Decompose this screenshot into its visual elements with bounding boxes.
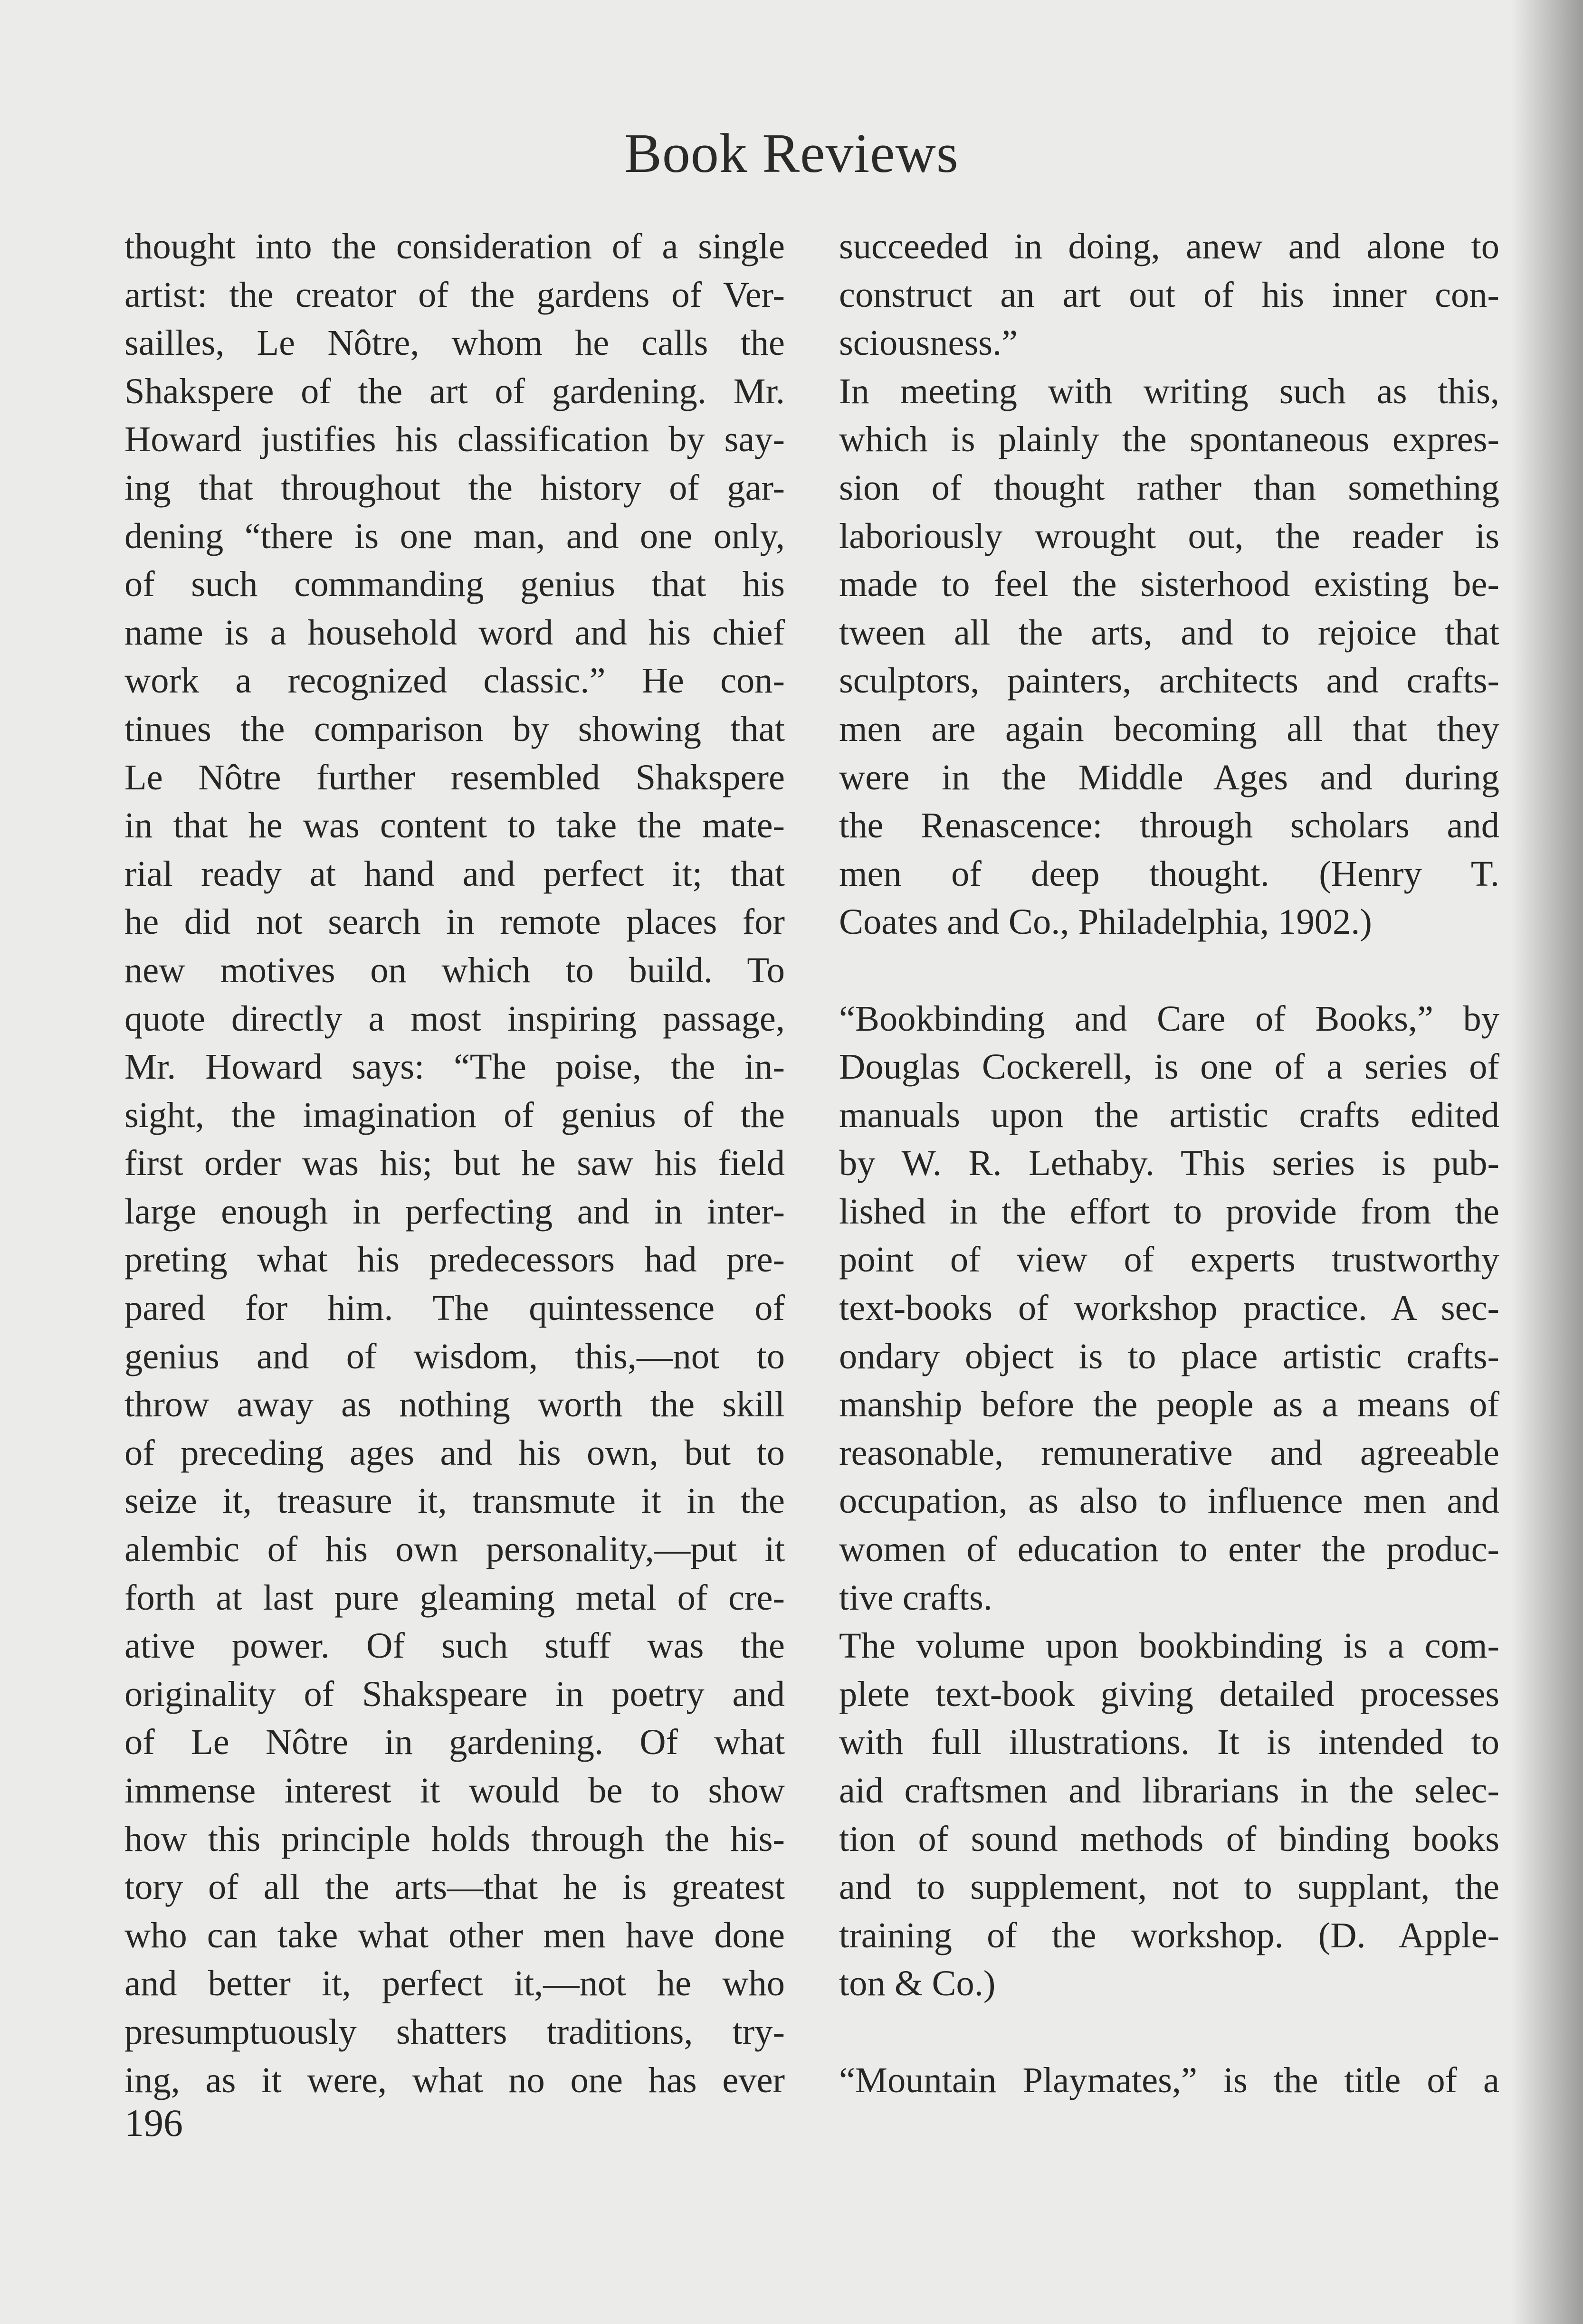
text-line: tween all the arts, and to rejoice that: [839, 612, 1499, 653]
text-line: The volume upon bookbinding is a com-: [839, 1625, 1499, 1666]
text-line: forth at last pure gleaming metal of cre-: [124, 1577, 785, 1618]
text-line: new motives on which to build. To: [124, 949, 785, 990]
text-line: presumptuously shatters traditions, try-: [124, 2011, 785, 2052]
text-line: Coates and Co., Philadelphia, 1902.): [839, 901, 1372, 942]
text-line: point of view of experts trustworthy: [839, 1239, 1499, 1280]
text-line: manuals upon the artistic crafts edited: [839, 1094, 1499, 1135]
text-line: In meeting with writing such as this,: [839, 370, 1499, 411]
text-line: “Bookbinding and Care of Books,” by: [839, 998, 1499, 1039]
running-head: Book Reviews: [624, 122, 959, 184]
text-line: immense interest it would be to show: [124, 1770, 785, 1811]
paragraph-gap: [839, 2008, 1499, 2056]
text-line: seize it, treasure it, transmute it in the: [124, 1480, 785, 1521]
text-line: sailles, Le Nôtre, whom he calls the: [124, 323, 785, 363]
text-line: tive crafts.: [839, 1577, 992, 1618]
text-line: by W. R. Lethaby. This series is pub-: [839, 1143, 1499, 1184]
paragraph-gap: [839, 946, 1499, 995]
text-line: tinues the comparison by showing that: [124, 708, 785, 749]
text-line: plete text-book giving detailed processes: [839, 1673, 1499, 1714]
text-line: of preceding ages and his own, but to: [124, 1432, 785, 1473]
page-gutter-shadow: [1512, 0, 1583, 2324]
text-line: women of education to enter the produc-: [839, 1529, 1499, 1570]
text-line: ondary object is to place artistic crafts-: [839, 1336, 1499, 1376]
text-line: ton & Co.): [839, 1963, 996, 2004]
text-line: artist: the creator of the gardens of Ver-: [124, 274, 785, 315]
text-line: Mr. Howard says: “The poise, the in-: [124, 1046, 785, 1087]
text-line: first order was his; but he saw his field: [124, 1143, 785, 1184]
text-line: lished in the effort to provide from the: [839, 1191, 1499, 1232]
text-line: thought into the consideration of a single: [124, 226, 785, 266]
text-line: text-books of workshop practice. A sec-: [839, 1288, 1499, 1328]
text-line: Le Nôtre further resembled Shakspere: [124, 757, 785, 797]
text-line: preting what his predecessors had pre-: [124, 1239, 785, 1280]
text-line: and better it, perfect it,—not he who: [124, 1963, 785, 2004]
text-line: dening “there is one man, and one only,: [124, 515, 785, 556]
text-line: of Le Nôtre in gardening. Of what: [124, 1722, 785, 1763]
text-line: with full illustrations. It is intended to: [839, 1722, 1499, 1763]
text-line: throw away as nothing worth the skill: [124, 1384, 785, 1425]
text-line: aid craftsmen and librarians in the selec-: [839, 1770, 1499, 1811]
text-line: succeeded in doing, anew and alone to: [839, 226, 1499, 266]
text-line: alembic of his own personality,—put it: [124, 1529, 785, 1570]
text-line: pared for him. The quintessence of: [124, 1288, 785, 1328]
text-line: name is a household word and his chief: [124, 612, 785, 653]
text-line: tion of sound methods of binding books: [839, 1818, 1499, 1859]
text-line: sight, the imagination of genius of the: [124, 1094, 785, 1135]
text-line: in that he was content to take the mate-: [124, 805, 785, 846]
text-line: ative power. Of such stuff was the: [124, 1625, 785, 1666]
text-line: genius and of wisdom, this,—not to: [124, 1336, 785, 1376]
text-line: “Mountain Playmates,” is the title of a: [839, 2059, 1499, 2100]
text-line: men of deep thought. (Henry T.: [839, 853, 1499, 894]
text-line: quote directly a most inspiring passage,: [124, 998, 785, 1039]
right-column: [839, 222, 1499, 2104]
text-line: who can take what other men have done: [124, 1915, 785, 1955]
text-line: rial ready at hand and perfect it; that: [124, 853, 785, 894]
text-line: laboriously wrought out, the reader is: [839, 515, 1499, 556]
text-line: which is plainly the spontaneous expres-: [839, 419, 1499, 460]
text-line: Shakspere of the art of gardening. Mr.: [124, 370, 785, 411]
text-line: originality of Shakspeare in poetry and: [124, 1673, 785, 1714]
text-line: how this principle holds through the his-: [124, 1818, 785, 1859]
text-line: training of the workshop. (D. Apple-: [839, 1915, 1499, 1955]
text-line: sciousness.”: [839, 323, 1018, 363]
text-line: occupation, as also to influence men and: [839, 1480, 1499, 1521]
text-line: made to feel the sisterhood existing be-: [839, 564, 1499, 605]
text-line: men are again becoming all that they: [839, 708, 1499, 749]
text-line: Howard justifies his classification by say-: [124, 419, 785, 460]
text-line: manship before the people as a means of: [839, 1384, 1499, 1425]
text-line: reasonable, remunerative and agreeable: [839, 1432, 1499, 1473]
text-line: construct an art out of his inner con-: [839, 274, 1499, 315]
text-line: ing, as it were, what no one has ever: [124, 2059, 785, 2100]
text-line: sculptors, painters, architects and crafts-: [839, 660, 1499, 701]
text-line: ing that throughout the history of gar-: [124, 467, 785, 508]
left-column: [124, 222, 785, 2104]
page-number: 196: [124, 2101, 183, 2144]
text-line: the Renascence: through scholars and: [839, 805, 1499, 846]
text-line: tory of all the arts—that he is greatest: [124, 1867, 785, 1907]
text-line: Douglas Cockerell, is one of a series of: [839, 1046, 1499, 1087]
text-line: work a recognized classic.” He con-: [124, 660, 785, 701]
text-line: large enough in perfecting and in inter-: [124, 1191, 785, 1232]
text-line: he did not search in remote places for: [124, 901, 785, 942]
text-line: sion of thought rather than something: [839, 467, 1499, 508]
text-line: were in the Middle Ages and during: [839, 757, 1499, 797]
text-line: and to supplement, not to supplant, the: [839, 1867, 1499, 1907]
text-line: of such commanding genius that his: [124, 564, 785, 605]
